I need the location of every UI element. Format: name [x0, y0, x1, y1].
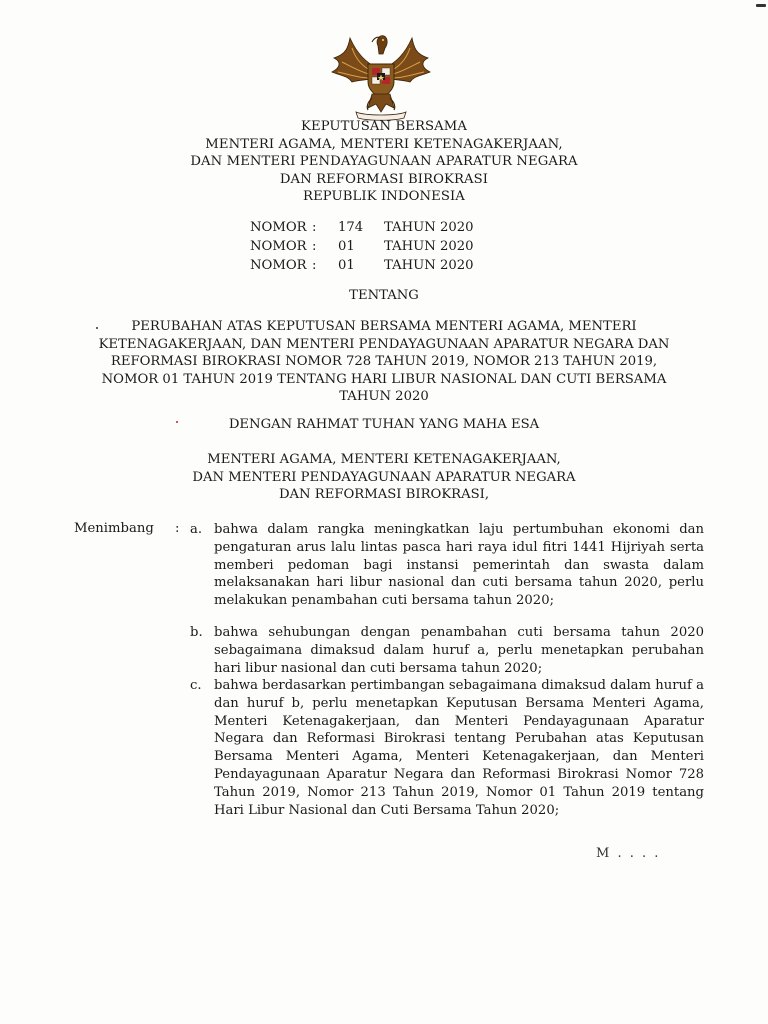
item-letter: c.: [190, 678, 202, 693]
menimbang-label: Menimbang: [74, 521, 154, 536]
nomor-label: NOMOR: [250, 239, 307, 254]
minister-line: DAN MENTERI PENDAYAGUNAAN APARATUR NEGARA: [192, 469, 576, 485]
heading-line: MENTERI AGAMA, MENTERI KETENAGAKERJAAN,: [205, 136, 563, 152]
minister-line: MENTERI AGAMA, MENTERI KETENAGAKERJAAN,: [207, 452, 561, 467]
decree-subject: [0, 318, 768, 406]
scan-speck: [176, 421, 178, 423]
item-letter: a.: [190, 522, 203, 537]
nomor-value: 174: [338, 220, 364, 235]
scan-speck: [96, 327, 98, 329]
decree-number-row: [250, 256, 474, 275]
subject-line: PERUBAHAN ATAS KEPUTUSAN BERSAMA MENTERI AGAMA, MENTERI: [131, 319, 637, 334]
item-text: bahwa dalam rangka meningkatkan laju pertumbuhan ekonomi dan pengaturan arus lalu lintas pasca hari raya idul fitri 1441 Hijriyah serta memberi pedoman bagi instansi pemerintah dan swasta dalam melaksanakan hari libur nasional dan cuti bersama tahun 2020, perlu melakukan penambahan cuti bersama tahun 2020;: [214, 522, 704, 609]
nomor-separator: :: [312, 258, 317, 273]
subject-line: TAHUN 2020: [339, 389, 429, 405]
issuing-ministers: [0, 451, 768, 504]
nomor-separator: :: [312, 220, 317, 235]
nomor-value: 01: [338, 239, 355, 254]
consideration-item: [190, 677, 704, 819]
tentang-heading: TENTANG: [349, 288, 419, 303]
nomor-year: TAHUN 2020: [384, 258, 474, 273]
nomor-separator: :: [312, 239, 317, 254]
subject-line: KETENAGAKERJAAN, DAN MENTERI PENDAYAGUNAAN APARATUR NEGARA DAN: [98, 336, 670, 352]
invocation: DENGAN RAHMAT TUHAN YANG MAHA ESA: [228, 417, 540, 432]
heading-line: DAN MENTERI PENDAYAGUNAAN APARATUR NEGARA: [190, 154, 578, 169]
nomor-year: TAHUN 2020: [384, 220, 474, 235]
decree-heading: [0, 118, 768, 206]
nomor-label: NOMOR: [250, 258, 307, 273]
subject-line: NOMOR 01 TAHUN 2019 TENTANG HARI LIBUR NASIONAL DAN CUTI BERSAMA: [101, 371, 667, 387]
nomor-label: NOMOR: [250, 220, 307, 235]
minister-line: DAN REFORMASI BIROKRASI,: [278, 487, 490, 502]
item-text: bahwa sehubungan dengan penambahan cuti bersama tahun 2020 sebagaimana dimaksud dalam huruf a, perlu menetapkan perubahan hari libur nasional dan cuti bersama tahun 2020;: [214, 625, 704, 676]
item-text: bahwa berdasarkan pertimbangan sebagaimana dimaksud dalam huruf a dan huruf b, perlu menetapkan Keputusan Bersama Menteri Agama, Menteri Ketenagakerjaan, dan Menteri Pendayagunaan Aparatur Negara dan Reformasi Birokrasi tentang Perubahan atas Keputusan Bersama Menteri Agama, Menteri Ketenagakerjaan, dan Menteri Pendayagunaan Aparatur Negara dan Reformasi Birokrasi Nomor 728 Tahun 2019, Nomor 213 Tahun 2019, Nomor 01 Tahun 2019 tentang Hari Libur Nasional dan Cuti Bersama Tahun 2020;: [214, 678, 704, 818]
consideration-item: [190, 521, 704, 610]
item-letter: b.: [190, 625, 203, 640]
menimbang-colon: :: [175, 521, 180, 536]
decree-number-row: [250, 218, 474, 237]
decree-number-table: [250, 218, 474, 275]
nomor-year: TAHUN 2020: [384, 239, 474, 254]
consideration-item: [190, 624, 704, 677]
garuda-pancasila-emblem-icon: [328, 24, 434, 124]
subject-line: REFORMASI BIROKRASI NOMOR 728 TAHUN 2019, NOMOR 213 TAHUN 2019,: [110, 354, 658, 370]
heading-line: KEPUTUSAN BERSAMA: [301, 119, 467, 134]
heading-line: DAN REFORMASI BIROKRASI: [279, 171, 489, 187]
decree-number-row: [250, 237, 474, 256]
page-continuation-marker: M . . . .: [596, 846, 661, 861]
scan-speck: [756, 4, 766, 7]
heading-line: REPUBLIK INDONESIA: [303, 189, 465, 204]
nomor-value: 01: [338, 258, 355, 273]
